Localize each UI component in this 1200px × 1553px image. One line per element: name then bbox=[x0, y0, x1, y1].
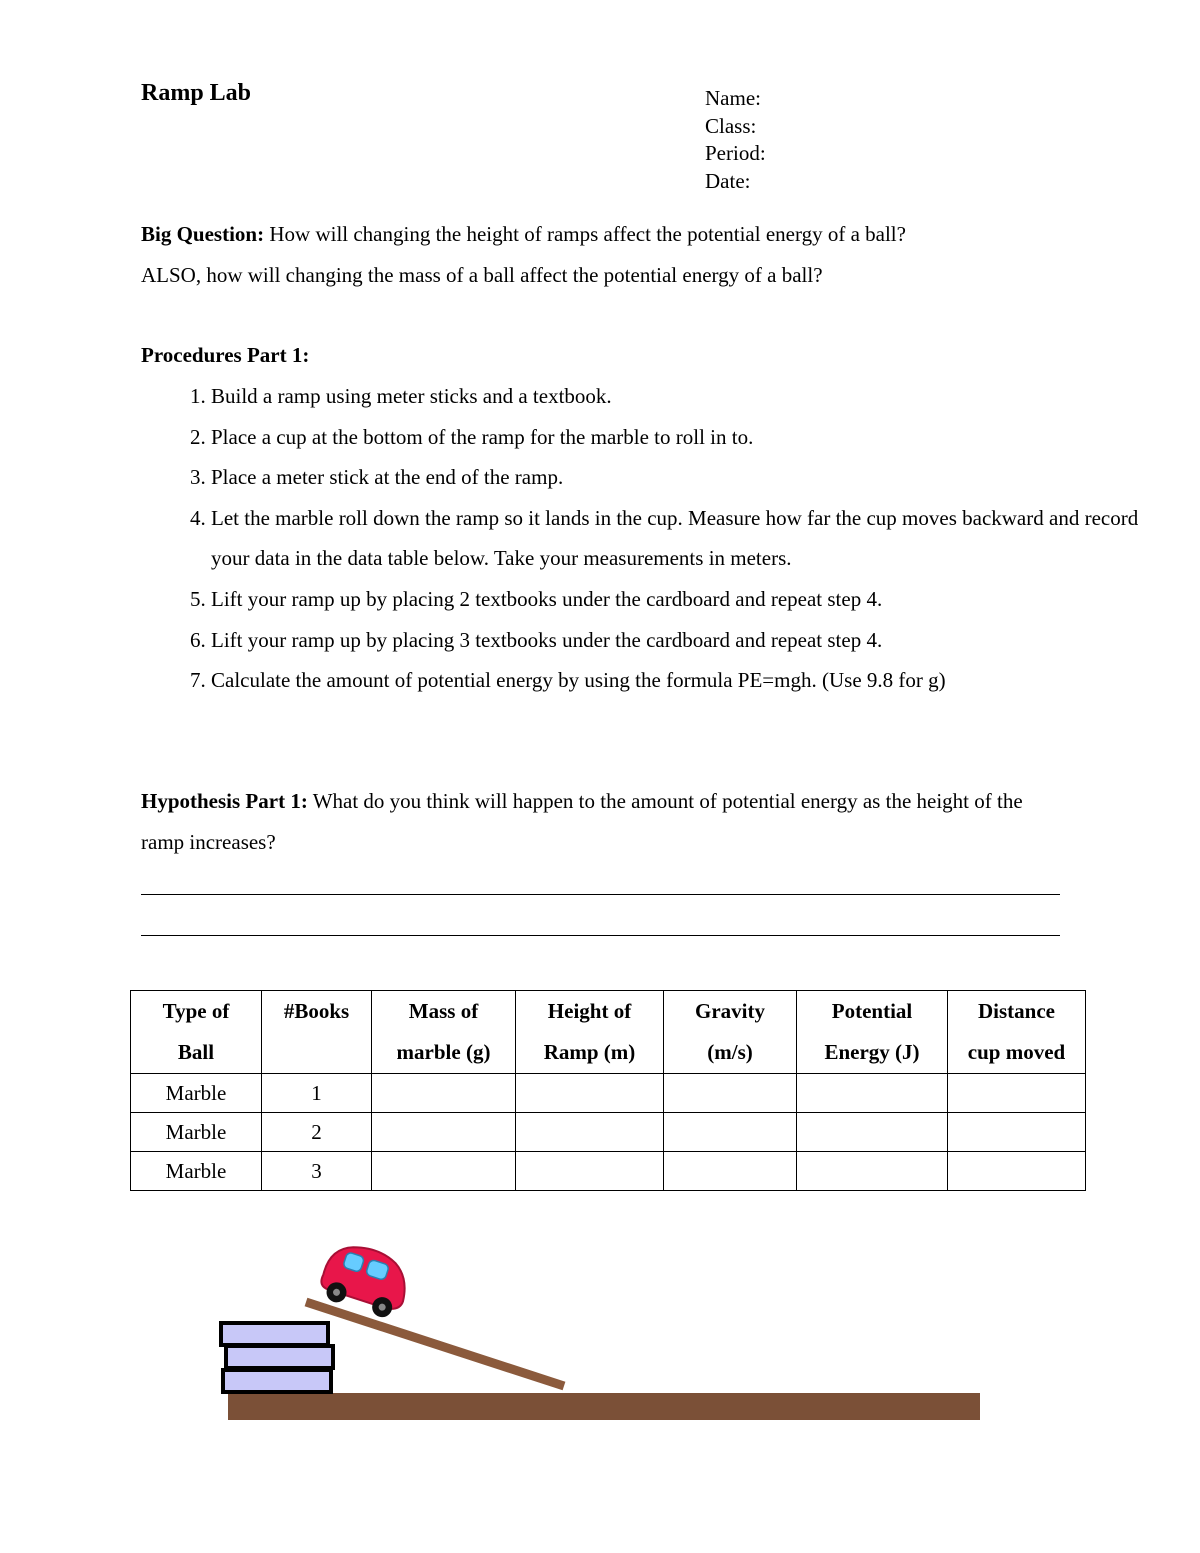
cell-height[interactable] bbox=[516, 1152, 664, 1191]
answer-line[interactable] bbox=[141, 894, 1060, 895]
cell-height[interactable] bbox=[516, 1074, 664, 1113]
cell-mass[interactable] bbox=[372, 1074, 516, 1113]
hypothesis-label: Hypothesis Part 1: bbox=[141, 789, 308, 813]
cell-gravity[interactable] bbox=[664, 1074, 797, 1113]
procedure-step: 1. Build a ramp using meter sticks and a textbook. bbox=[211, 376, 1141, 417]
hypothesis bbox=[141, 781, 1071, 863]
table-row bbox=[131, 1152, 1086, 1191]
cell-distance[interactable] bbox=[948, 1113, 1086, 1152]
table-header-row bbox=[131, 991, 1086, 1074]
procedure-step: 7. Calculate the amount of potential energy by using the formula PE=mgh. (Use 9.8 for g) bbox=[211, 660, 1141, 701]
big-question-label: Big Question: bbox=[141, 222, 265, 246]
procedure-step: 2. Place a cup at the bottom of the ramp for the marble to roll in to. bbox=[211, 417, 1141, 458]
cell-mass[interactable] bbox=[372, 1152, 516, 1191]
date-label: Date: bbox=[705, 169, 751, 193]
data-table bbox=[130, 990, 1086, 1191]
cell-potential-energy[interactable] bbox=[797, 1152, 948, 1191]
table-row bbox=[131, 1074, 1086, 1113]
book-shape bbox=[221, 1323, 328, 1345]
hypothesis-text: What do you think will happen to the amount of potential energy as the height of the ramp increases? bbox=[141, 789, 1023, 854]
cell-potential-energy[interactable] bbox=[797, 1074, 948, 1113]
period-label: Period: bbox=[705, 141, 766, 165]
procedures-heading: Procedures Part 1: bbox=[141, 343, 310, 367]
ramp-car-illustration-icon bbox=[200, 1230, 1000, 1430]
ramp-board-shape bbox=[306, 1302, 564, 1386]
col-header-books: #Books bbox=[262, 991, 372, 1074]
procedure-steps bbox=[141, 376, 1141, 701]
answer-line[interactable] bbox=[141, 935, 1060, 936]
cell-gravity[interactable] bbox=[664, 1113, 797, 1152]
cell-books: 2 bbox=[262, 1113, 372, 1152]
col-header-type-of-ball: Type of Ball bbox=[131, 991, 262, 1074]
col-header-gravity: Gravity (m/s) bbox=[664, 991, 797, 1074]
big-question-line2: ALSO, how will changing the mass of a ball affect the potential energy of a ball? bbox=[141, 263, 823, 287]
procedure-step: 5. Lift your ramp up by placing 2 textbooks under the cardboard and repeat step 4. bbox=[211, 579, 1141, 620]
class-label: Class: bbox=[705, 114, 757, 138]
book-shape bbox=[226, 1346, 333, 1368]
cell-height[interactable] bbox=[516, 1113, 664, 1152]
cell-ball-type: Marble bbox=[131, 1152, 262, 1191]
cell-books: 1 bbox=[262, 1074, 372, 1113]
procedure-step: 6. Lift your ramp up by placing 3 textbooks under the cardboard and repeat step 4. bbox=[211, 620, 1141, 661]
big-question bbox=[141, 214, 1071, 296]
procedure-step: 3. Place a meter stick at the end of the ramp. bbox=[211, 457, 1141, 498]
procedure-step: 4. Let the marble roll down the ramp so it lands in the cup. Measure how far the cup moves backward and record your data in the data table below. Take your measurements in meters. bbox=[211, 498, 1141, 579]
name-label: Name: bbox=[705, 86, 761, 110]
cell-mass[interactable] bbox=[372, 1113, 516, 1152]
big-question-text: How will changing the height of ramps affect the potential energy of a ball? bbox=[264, 222, 906, 246]
col-header-mass: Mass of marble (g) bbox=[372, 991, 516, 1074]
cell-potential-energy[interactable] bbox=[797, 1113, 948, 1152]
page-title: Ramp Lab bbox=[141, 80, 252, 106]
cell-distance[interactable] bbox=[948, 1152, 1086, 1191]
cell-ball-type: Marble bbox=[131, 1074, 262, 1113]
cell-gravity[interactable] bbox=[664, 1152, 797, 1191]
table-row bbox=[131, 1113, 1086, 1152]
col-header-height: Height of Ramp (m) bbox=[516, 991, 664, 1074]
book-shape bbox=[223, 1370, 331, 1392]
cell-ball-type: Marble bbox=[131, 1113, 262, 1152]
cell-distance[interactable] bbox=[948, 1074, 1086, 1113]
ground-shape bbox=[228, 1393, 980, 1420]
cell-books: 3 bbox=[262, 1152, 372, 1191]
col-header-distance: Distance cup moved bbox=[948, 991, 1086, 1074]
col-header-potential-energy: Potential Energy (J) bbox=[797, 991, 948, 1074]
